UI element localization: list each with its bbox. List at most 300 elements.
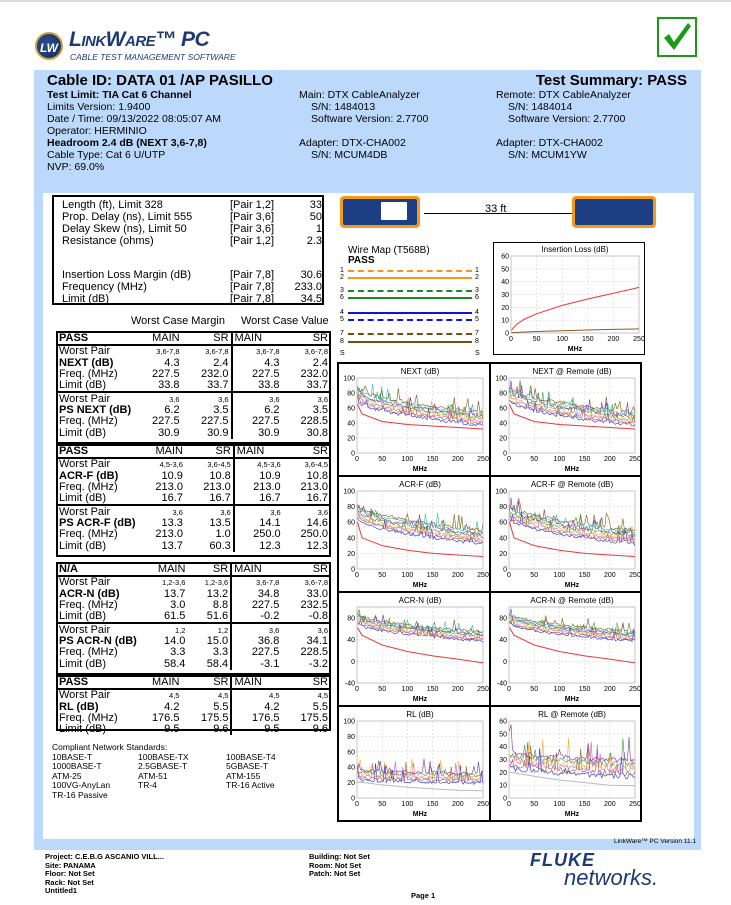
x-axis-label: MHz (564, 696, 580, 703)
plot-area (509, 491, 635, 569)
cable-id: Cable ID: DATA 01 /AP PASILLO (47, 72, 273, 89)
block-status: PASS (59, 332, 89, 345)
acrn-chart (339, 593, 489, 705)
row-value: 9.6 (312, 723, 328, 736)
row-value: 4.3 (164, 356, 180, 369)
pin-right: 2 (475, 274, 479, 281)
row-value: 14.6 (306, 516, 328, 529)
summary-box (52, 195, 324, 305)
row-value: 34.8 (231, 589, 281, 600)
acrn-remote-chart (491, 593, 641, 705)
summary-row: Length (ft), Limit 328 [Pair 1,2] 33 (62, 199, 322, 211)
y-tick-label: 60 (499, 718, 507, 726)
row-label: ACR-N (dB) (59, 587, 120, 600)
x-axis-label: MHz (564, 582, 580, 589)
y-tick-label: 40 (499, 744, 507, 752)
x-tick-label: 200 (451, 686, 464, 693)
y-tick-label: 80 (347, 504, 355, 512)
row-value: 3,6-4,5 (207, 460, 231, 470)
row-value: 13.7 (161, 539, 183, 552)
row-value: 51.6 (206, 610, 229, 623)
y-tick-label: 80 (499, 504, 507, 512)
summary-row: Resistance (ohms) [Pair 1,2] 2.3 (62, 235, 322, 247)
row-value: 227.5 (152, 368, 180, 381)
fluke-text: FLUKE (530, 850, 595, 870)
header-left (47, 89, 221, 173)
x-tick-label: 250 (633, 336, 645, 343)
row-value: 30.8 (306, 426, 328, 439)
row-value: 13.2 (206, 587, 229, 600)
insertion-loss-chart (493, 242, 645, 355)
remote-sn: S/N: 1484014 (508, 101, 573, 113)
row-value: 2.4 (312, 356, 328, 369)
x-tick-label: 150 (578, 456, 591, 463)
row-value: 176.5 (151, 712, 180, 725)
chart-title: ACR-N (dB) (398, 596, 442, 605)
result-block-border (56, 675, 331, 731)
pin-left: 1 (340, 267, 344, 274)
y-tick-label: 50 (499, 731, 507, 739)
row-label: Freq. (MHz) (59, 481, 118, 494)
row-label: Worst Pair (59, 505, 111, 518)
standard-item: 100BASE-TX (138, 751, 189, 762)
header-remote (496, 89, 631, 161)
room: Room: Not Set (309, 860, 362, 870)
wire-pair-row (340, 294, 480, 302)
shield-left: S (340, 350, 345, 357)
chart-title: RL (dB) (406, 710, 434, 719)
y-tick-label: 30 (499, 757, 507, 764)
row-value: 4,5-3,6 (159, 460, 183, 470)
standard-item: 1000BASE-T (52, 761, 102, 771)
row-value: 228.5 (300, 415, 328, 428)
row-value: 9.5 (231, 724, 281, 735)
y-tick-label: 80 (499, 390, 507, 398)
main-adapter-sn: S/N: MCUM4DB (311, 149, 388, 161)
row-value: 213.0 (203, 481, 231, 494)
row-value: 232.5 (300, 599, 328, 612)
version-label: LinkWare™ PC Version 11.1 (613, 838, 696, 845)
y-tick-label: 0 (351, 566, 355, 574)
y-tick-label: 100 (343, 718, 355, 726)
x-tick-label: 50 (530, 801, 539, 808)
row-value: 3,6-7,8 (304, 347, 328, 357)
row-value: 3.3 (212, 646, 229, 659)
x-tick-label: 0 (355, 686, 359, 693)
block-status: N/A (59, 563, 78, 576)
row-value: 4.2 (164, 700, 180, 713)
standard-item: 100BASE-T4 (226, 751, 276, 762)
row-value: 10.9 (161, 469, 183, 482)
row-label: Limit (dB) (59, 610, 107, 623)
row-value: 175.5 (300, 712, 328, 725)
result-block-border (56, 331, 331, 444)
acrf-chart (339, 477, 489, 591)
column-header: MAIN (232, 333, 282, 345)
row-value: 250.0 (300, 528, 328, 541)
column-header: MAIN (157, 563, 186, 576)
chart-title: Insertion Loss (dB) (541, 245, 609, 254)
row-value: 58.4 (163, 657, 186, 670)
standard-item: ATM-25 (52, 770, 82, 781)
y-tick-label: 0 (503, 450, 507, 458)
column-header: MAIN (152, 332, 180, 345)
x-tick-label: 50 (378, 572, 387, 579)
row-value: 227.5 (232, 416, 282, 427)
column-header: SR (312, 445, 328, 458)
y-tick-label: 60 (499, 405, 507, 413)
column-header: SR (212, 563, 229, 576)
x-tick-label: 200 (607, 336, 620, 343)
x-tick-label: 50 (532, 336, 541, 343)
column-header: SR (312, 332, 328, 345)
test-summary: Test Summary: PASS (535, 72, 687, 89)
x-tick-label: 250 (629, 686, 641, 693)
row-value: 34.1 (306, 634, 328, 647)
logo-title: LinkWare™ PC (69, 28, 210, 51)
row-value: 16.7 (234, 493, 283, 505)
pin-right: 8 (475, 338, 479, 345)
y-tick-label: 20 (499, 769, 507, 777)
row-label: Limit (dB) (59, 723, 107, 736)
x-axis-label: MHz (567, 346, 583, 353)
y-tick-label: 0 (503, 566, 507, 574)
y-tick-label: 40 (501, 279, 509, 287)
x-tick-label: 0 (355, 572, 359, 579)
row-value: 1.0 (215, 528, 231, 541)
x-tick-label: 50 (530, 456, 539, 463)
page-number: Page 1 (411, 891, 436, 900)
row-value: 16.7 (306, 492, 328, 505)
x-tick-label: 250 (477, 686, 489, 693)
row-value: 3,6 (232, 392, 282, 404)
x-tick-label: 0 (507, 801, 511, 808)
wire-map-title: Wire Map (T568B) (348, 245, 430, 256)
row-value: 3.3 (170, 646, 186, 659)
row-value: 232.0 (201, 368, 229, 381)
wire-pair-row (340, 330, 480, 338)
row-value: 61.5 (163, 610, 186, 623)
y-tick-label: 0 (351, 658, 355, 666)
plot-area (509, 607, 635, 683)
x-axis-label: MHz (412, 466, 428, 473)
networks-text: networks. (564, 865, 659, 890)
y-tick-label: 10 (499, 782, 507, 790)
row-value: 4,5 (218, 691, 229, 701)
pin-right: 5 (475, 316, 479, 323)
row-label: Worst Pair (59, 623, 111, 636)
x-tick-label: 50 (530, 686, 539, 693)
worst-case-value-header: Worst Case Value (241, 315, 329, 327)
pin-left: 5 (340, 316, 344, 323)
row-value: 213.0 (155, 481, 183, 494)
wire-pair-row (340, 338, 480, 346)
row-label: Worst Pair (59, 345, 111, 358)
row-value: 14.1 (234, 518, 283, 529)
remote-tester-icon (572, 196, 656, 228)
wire-line (348, 319, 472, 321)
chart-title: RL @ Remote (dB) (538, 710, 606, 719)
standard-item: 100VG-AnyLan (52, 780, 111, 790)
x-tick-label: 0 (507, 456, 511, 463)
x-tick-label: 200 (603, 456, 616, 463)
row-value: 3,6 (317, 625, 328, 635)
row-value: 227.5 (152, 415, 180, 428)
x-tick-label: 200 (451, 801, 464, 808)
x-tick-label: 100 (401, 801, 414, 808)
y-tick-label: 0 (505, 330, 509, 338)
row-value: 36.8 (231, 636, 281, 647)
row-label: RL (dB) (59, 700, 99, 713)
shield-right: S (475, 350, 480, 357)
remote-device: Remote: DTX CableAnalyzer (496, 89, 631, 101)
x-tick-label: 100 (553, 456, 566, 463)
pin-right: 6 (475, 294, 479, 301)
y-tick-label: 40 (347, 535, 355, 543)
y-tick-label: 80 (347, 390, 355, 398)
y-tick-label: 60 (347, 405, 355, 413)
row-value: 4.3 (232, 358, 282, 369)
y-tick-label: 10 (501, 317, 509, 325)
row-value: 5.5 (213, 700, 229, 713)
y-tick-label: 60 (501, 253, 509, 261)
y-tick-label: 60 (347, 749, 355, 757)
result-block-border (56, 562, 331, 675)
y-tick-label: 0 (503, 795, 507, 803)
row-value: 213.0 (300, 481, 328, 494)
result-block-border (56, 444, 331, 557)
row-value: 4,5 (317, 691, 328, 701)
row-value: 5.5 (312, 700, 328, 713)
row-label: Limit (dB) (59, 492, 107, 505)
chart-title: NEXT (dB) (400, 367, 440, 376)
cable-type: Cable Type: Cat 6 U/UTP (47, 149, 166, 161)
x-axis-label: MHz (412, 811, 428, 818)
floor: Floor: Not Set (45, 869, 95, 878)
wire-line (348, 290, 472, 292)
chart-title: ACR-F @ Remote (dB) (530, 480, 614, 489)
row-value: 3.0 (170, 599, 186, 612)
row-value: 9.6 (213, 723, 229, 736)
summary-row: Frequency (MHz) [Pair 7,8] 233.0 (62, 281, 322, 293)
row-value: 1,2-3,6 (162, 578, 186, 588)
footer-left (45, 853, 164, 896)
wire-line (348, 277, 472, 279)
headroom: Headroom 2.4 dB (NEXT 3,6-7,8) (47, 137, 207, 149)
row-value: 16.7 (209, 492, 231, 505)
x-tick-label: 50 (378, 686, 387, 693)
row-value: 33.0 (306, 587, 328, 600)
x-tick-label: 0 (507, 572, 511, 579)
chart-title: ACR-N @ Remote (dB) (530, 596, 614, 605)
remote-adapter: Adapter: DTX-CHA002 (496, 137, 603, 149)
row-value: 250.0 (234, 529, 283, 540)
row-value: 14.0 (163, 634, 186, 647)
x-tick-label: 100 (553, 801, 566, 808)
x-tick-label: 250 (477, 572, 489, 579)
row-value: 10.9 (234, 471, 283, 482)
row-label: Worst Pair (59, 689, 111, 702)
pin-right: 4 (475, 309, 479, 316)
row-label: Worst Pair (59, 458, 111, 471)
standard-item: 5GBASE-T (226, 761, 269, 771)
wire-line (348, 297, 472, 299)
row-label: Freq. (MHz) (59, 712, 118, 725)
row-value: 3,6 (218, 394, 229, 404)
block-status: PASS (59, 676, 89, 689)
pin-left: 6 (340, 294, 344, 301)
x-tick-label: 200 (451, 572, 464, 579)
row-value: 30.9 (232, 427, 282, 438)
rl-chart (339, 707, 489, 820)
x-axis-label: MHz (564, 466, 580, 473)
column-header: SR (312, 563, 328, 576)
column-header: MAIN (234, 446, 283, 458)
top-border (0, 0, 731, 2)
x-tick-label: 100 (401, 456, 414, 463)
row-value: 1,2 (217, 625, 229, 635)
x-tick-label: 150 (426, 572, 439, 579)
y-tick-label: 100 (495, 488, 507, 496)
row-value: 213.0 (155, 528, 183, 541)
row-value: 3,6-7,8 (304, 578, 328, 588)
row-value: 60.3 (209, 539, 231, 552)
limits-version: Limits Version: 1.9400 (47, 101, 151, 113)
lw-badge-icon: LW (35, 32, 63, 60)
row-value: 12.3 (234, 540, 283, 551)
pin-right: 7 (475, 330, 479, 337)
row-label: Limit (dB) (59, 657, 107, 670)
file-name: Untitled1 (45, 886, 78, 895)
pin-left: 7 (340, 330, 344, 337)
main-sn: S/N: 1484013 (311, 101, 376, 113)
x-tick-label: 0 (507, 686, 511, 693)
row-label: Freq. (MHz) (59, 415, 118, 428)
row-value: 33.8 (158, 379, 180, 392)
row-value: 15.0 (206, 634, 229, 647)
summary-row: Limit (dB) [Pair 7,8] 34.5 (62, 293, 322, 305)
rl-remote-chart (491, 707, 641, 820)
wire-line (348, 333, 472, 335)
row-value: 3,6-7,8 (205, 347, 229, 357)
x-axis-label: MHz (412, 582, 428, 589)
x-tick-label: 100 (553, 572, 566, 579)
column-header: MAIN (151, 676, 180, 689)
main-adapter: Adapter: DTX-CHA002 (299, 137, 406, 149)
pin-left: 4 (340, 309, 344, 316)
row-value: 3,6 (220, 507, 231, 517)
row-value: 6.2 (164, 403, 180, 416)
x-tick-label: 150 (581, 336, 594, 343)
wire-line (348, 270, 472, 272)
column-header: MAIN (231, 564, 281, 576)
y-tick-label: 40 (347, 637, 355, 645)
row-value: 176.5 (231, 713, 281, 724)
row-value: 4,5 (231, 689, 281, 701)
row-label: ACR-F (dB) (59, 469, 119, 482)
x-tick-label: 0 (509, 336, 513, 343)
row-value: 1,2-3,6 (204, 578, 229, 588)
row-label: Limit (dB) (59, 426, 107, 439)
x-tick-label: 150 (578, 572, 591, 579)
main-tester-icon (340, 196, 420, 228)
row-label: Worst Pair (59, 392, 111, 405)
x-tick-label: 50 (530, 572, 539, 579)
row-value: 228.5 (300, 646, 328, 659)
x-tick-label: 150 (426, 456, 439, 463)
next-remote-chart (491, 364, 641, 475)
pin-right: 3 (475, 287, 479, 294)
acrf-remote-chart (491, 477, 641, 591)
x-tick-label: 100 (556, 336, 569, 343)
block-status: PASS (59, 445, 89, 458)
row-label: Limit (dB) (59, 379, 107, 392)
row-value: 3.5 (312, 403, 328, 416)
wire-pair-row (340, 274, 480, 282)
row-label: PS ACR-F (dB) (59, 516, 136, 529)
footer-middle (309, 853, 370, 879)
standard-item: TR-16 Active (226, 780, 275, 790)
row-value: 175.5 (200, 712, 229, 725)
row-value: 1,2 (174, 625, 186, 635)
row-label: NEXT (dB) (59, 356, 114, 369)
row-value: -0.8 (309, 610, 328, 623)
row-value: 227.5 (231, 647, 281, 658)
pass-checkmark-icon (657, 17, 697, 57)
standards-title: Compliant Network Standards: (52, 742, 168, 752)
project: Project: C.E.B.G ASCANIO VILL... (45, 852, 164, 861)
pin-left: 3 (340, 287, 344, 294)
y-tick-label: 40 (347, 764, 355, 772)
site: Site: PANAMA (45, 860, 96, 870)
x-tick-label: 0 (355, 456, 359, 463)
row-value: 3,6-4,5 (304, 460, 328, 470)
row-value: 33.8 (232, 380, 282, 392)
x-tick-label: 200 (451, 456, 464, 463)
building: Building: Not Set (309, 852, 370, 861)
remote-software: Software Version: 2.7700 (508, 113, 626, 125)
row-value: 9.5 (164, 723, 180, 736)
pin-left: 8 (340, 338, 344, 345)
column-header: SR (213, 676, 229, 689)
y-tick-label: 20 (499, 550, 507, 558)
y-tick-label: 80 (499, 615, 507, 623)
x-tick-label: 150 (578, 686, 591, 693)
wire-pair-row (340, 316, 480, 324)
row-value: 3,6 (317, 394, 328, 404)
row-value: 3,6 (317, 507, 328, 517)
x-tick-label: 150 (578, 801, 591, 808)
row-value: 3,6 (172, 507, 183, 517)
row-value: 213.0 (234, 482, 283, 493)
plot-area (357, 721, 483, 798)
summary-row: Insertion Loss Margin (dB) [Pair 7,8] 30.6 (62, 269, 322, 281)
row-value: 4,5 (169, 691, 180, 701)
column-header: MAIN (231, 677, 281, 689)
standard-item: ATM-155 (226, 770, 261, 781)
y-tick-label: 20 (347, 780, 355, 788)
y-tick-label: 80 (347, 733, 355, 741)
row-value: 3,6 (234, 505, 283, 517)
test-limit: Test Limit: TIA Cat 6 Channel (47, 89, 192, 101)
x-tick-label: 200 (603, 801, 616, 808)
row-label: Freq. (MHz) (59, 646, 118, 659)
row-value: 227.5 (201, 415, 229, 428)
cable-length: 33 ft (485, 203, 507, 215)
row-value: 2.4 (213, 356, 229, 369)
row-value: 3.5 (213, 403, 229, 416)
y-tick-label: 0 (351, 450, 355, 458)
